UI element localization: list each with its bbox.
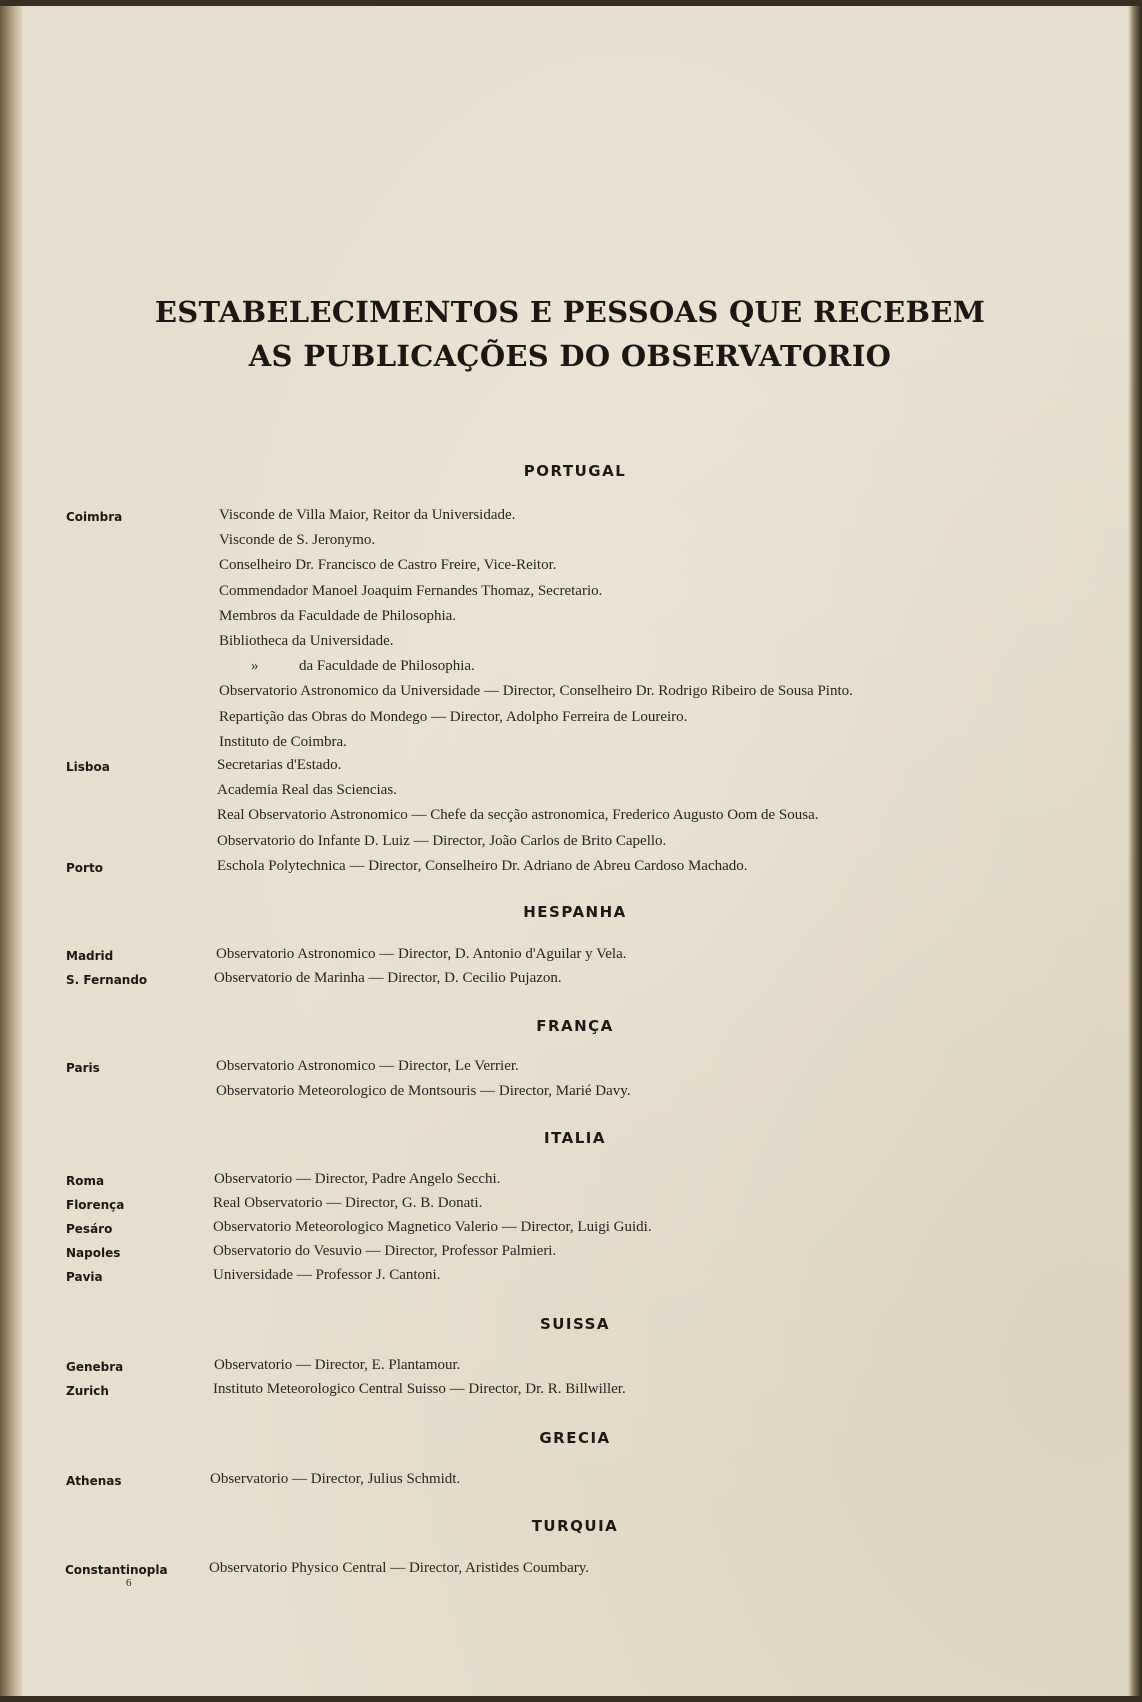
section-heading: FRANÇA bbox=[536, 1017, 614, 1035]
page-title bbox=[100, 290, 1040, 378]
title-line-1: ESTABELECIMENTOS E PESSOAS QUE RECEBEM bbox=[154, 295, 986, 329]
place-name: Constantinopla bbox=[65, 1563, 168, 1577]
entry-line: Observatorio Meteorologico Magnetico Valerio — Director, Luigi Guidi. bbox=[213, 1219, 652, 1235]
entry-line: Observatorio — Director, Julius Schmidt. bbox=[210, 1471, 461, 1487]
place-name: Paris bbox=[66, 1061, 100, 1075]
place-name: S. Fernando bbox=[66, 973, 148, 987]
page-number: 6 bbox=[126, 1577, 132, 1589]
section-heading: HESPANHA bbox=[523, 903, 627, 921]
page-binding-edge bbox=[0, 0, 22, 1702]
place-name: Zurich bbox=[66, 1384, 109, 1398]
place-name: Florença bbox=[66, 1198, 125, 1212]
place-name: Madrid bbox=[66, 949, 114, 963]
page-top-edge bbox=[0, 0, 1142, 6]
entry-line: Observatorio Astronomico — Director, D. Antonio d'Aguilar y Vela. bbox=[216, 946, 627, 962]
place-name: Athenas bbox=[66, 1474, 122, 1488]
page-bottom-edge bbox=[0, 1696, 1142, 1702]
entry-line: Conselheiro Dr. Francisco de Castro Freire, Vice-Reitor. bbox=[219, 557, 557, 574]
place-name: Coimbra bbox=[66, 510, 123, 524]
entry-line: Observatorio do Infante D. Luiz — Director, João Carlos de Brito Capello. bbox=[217, 832, 667, 849]
place-name: Roma bbox=[66, 1174, 105, 1188]
entry-line bbox=[219, 658, 475, 675]
entry-line: Observatorio Astronomico — Director, Le Verrier. bbox=[216, 1058, 519, 1074]
section-heading: PORTUGAL bbox=[523, 462, 627, 480]
place-name: Pesáro bbox=[66, 1222, 113, 1236]
entry-line: Observatorio Astronomico da Universidade — Director, Conselheiro Dr. Rodrigo Ribeiro de Sousa Pinto. bbox=[219, 683, 853, 700]
entry-line: Observatorio do Vesuvio — Director, Professor Palmieri. bbox=[213, 1243, 557, 1259]
place-name: Napoles bbox=[66, 1246, 121, 1260]
place-name: Porto bbox=[66, 861, 103, 875]
entry-line: Instituto de Coimbra. bbox=[219, 733, 347, 750]
entry-line: Repartição das Obras do Mondego — Director, Adolpho Ferreira de Loureiro. bbox=[219, 708, 688, 725]
entry-line: Academia Real das Sciencias. bbox=[217, 782, 397, 799]
entry-line: Real Observatorio Astronomico — Chefe da secção astronomica, Frederico Augusto Oom de Sousa. bbox=[217, 807, 819, 824]
entry-line: Commendador Manoel Joaquim Fernandes Thomaz, Secretario. bbox=[219, 582, 603, 599]
entry-line: Membros da Faculdade de Philosophia. bbox=[219, 607, 457, 624]
entry-line: Observatorio Physico Central — Director, Aristides Coumbary. bbox=[209, 1560, 590, 1576]
section-heading: SUISSA bbox=[539, 1315, 611, 1333]
entry-line: Observatorio Meteorologico de Montsouris — Director, Marié Davy. bbox=[216, 1083, 631, 1100]
entry-line: Observatorio — Director, E. Plantamour. bbox=[214, 1357, 461, 1373]
ditto-mark: » bbox=[251, 658, 259, 675]
entry-line: Bibliotheca da Universidade. bbox=[219, 633, 394, 649]
title-line-2: AS PUBLICAÇÕES DO OBSERVATORIO bbox=[248, 339, 892, 373]
entry-line: Universidade — Professor J. Cantoni. bbox=[213, 1267, 441, 1283]
entry-line: Observatorio — Director, Padre Angelo Secchi. bbox=[214, 1171, 501, 1187]
entry-line: Instituto Meteorologico Central Suisso — Director, Dr. R. Billwiller. bbox=[213, 1381, 626, 1397]
page-right-edge bbox=[1128, 0, 1142, 1702]
section-heading: ITALIA bbox=[543, 1129, 606, 1147]
entry-text: da Faculdade de Philosophia. bbox=[299, 658, 475, 675]
section-heading: GRECIA bbox=[539, 1429, 611, 1447]
entry-line: Visconde de S. Jeronymo. bbox=[219, 532, 376, 549]
entry-line: Visconde de Villa Maior, Reitor da Universidade. bbox=[219, 507, 516, 523]
entry-line: Real Observatorio — Director, G. B. Donati. bbox=[213, 1195, 483, 1211]
section-heading: TURQUIA bbox=[531, 1517, 619, 1535]
place-name: Genebra bbox=[66, 1360, 124, 1374]
entry-line: Secretarias d'Estado. bbox=[217, 757, 342, 773]
entry-line: Observatorio de Marinha — Director, D. Cecilio Pujazon. bbox=[214, 970, 562, 986]
place-name: Pavia bbox=[66, 1270, 103, 1284]
place-name: Lisboa bbox=[66, 760, 110, 774]
entry-line: Eschola Polytechnica — Director, Conselheiro Dr. Adriano de Abreu Cardoso Machado. bbox=[217, 858, 748, 874]
